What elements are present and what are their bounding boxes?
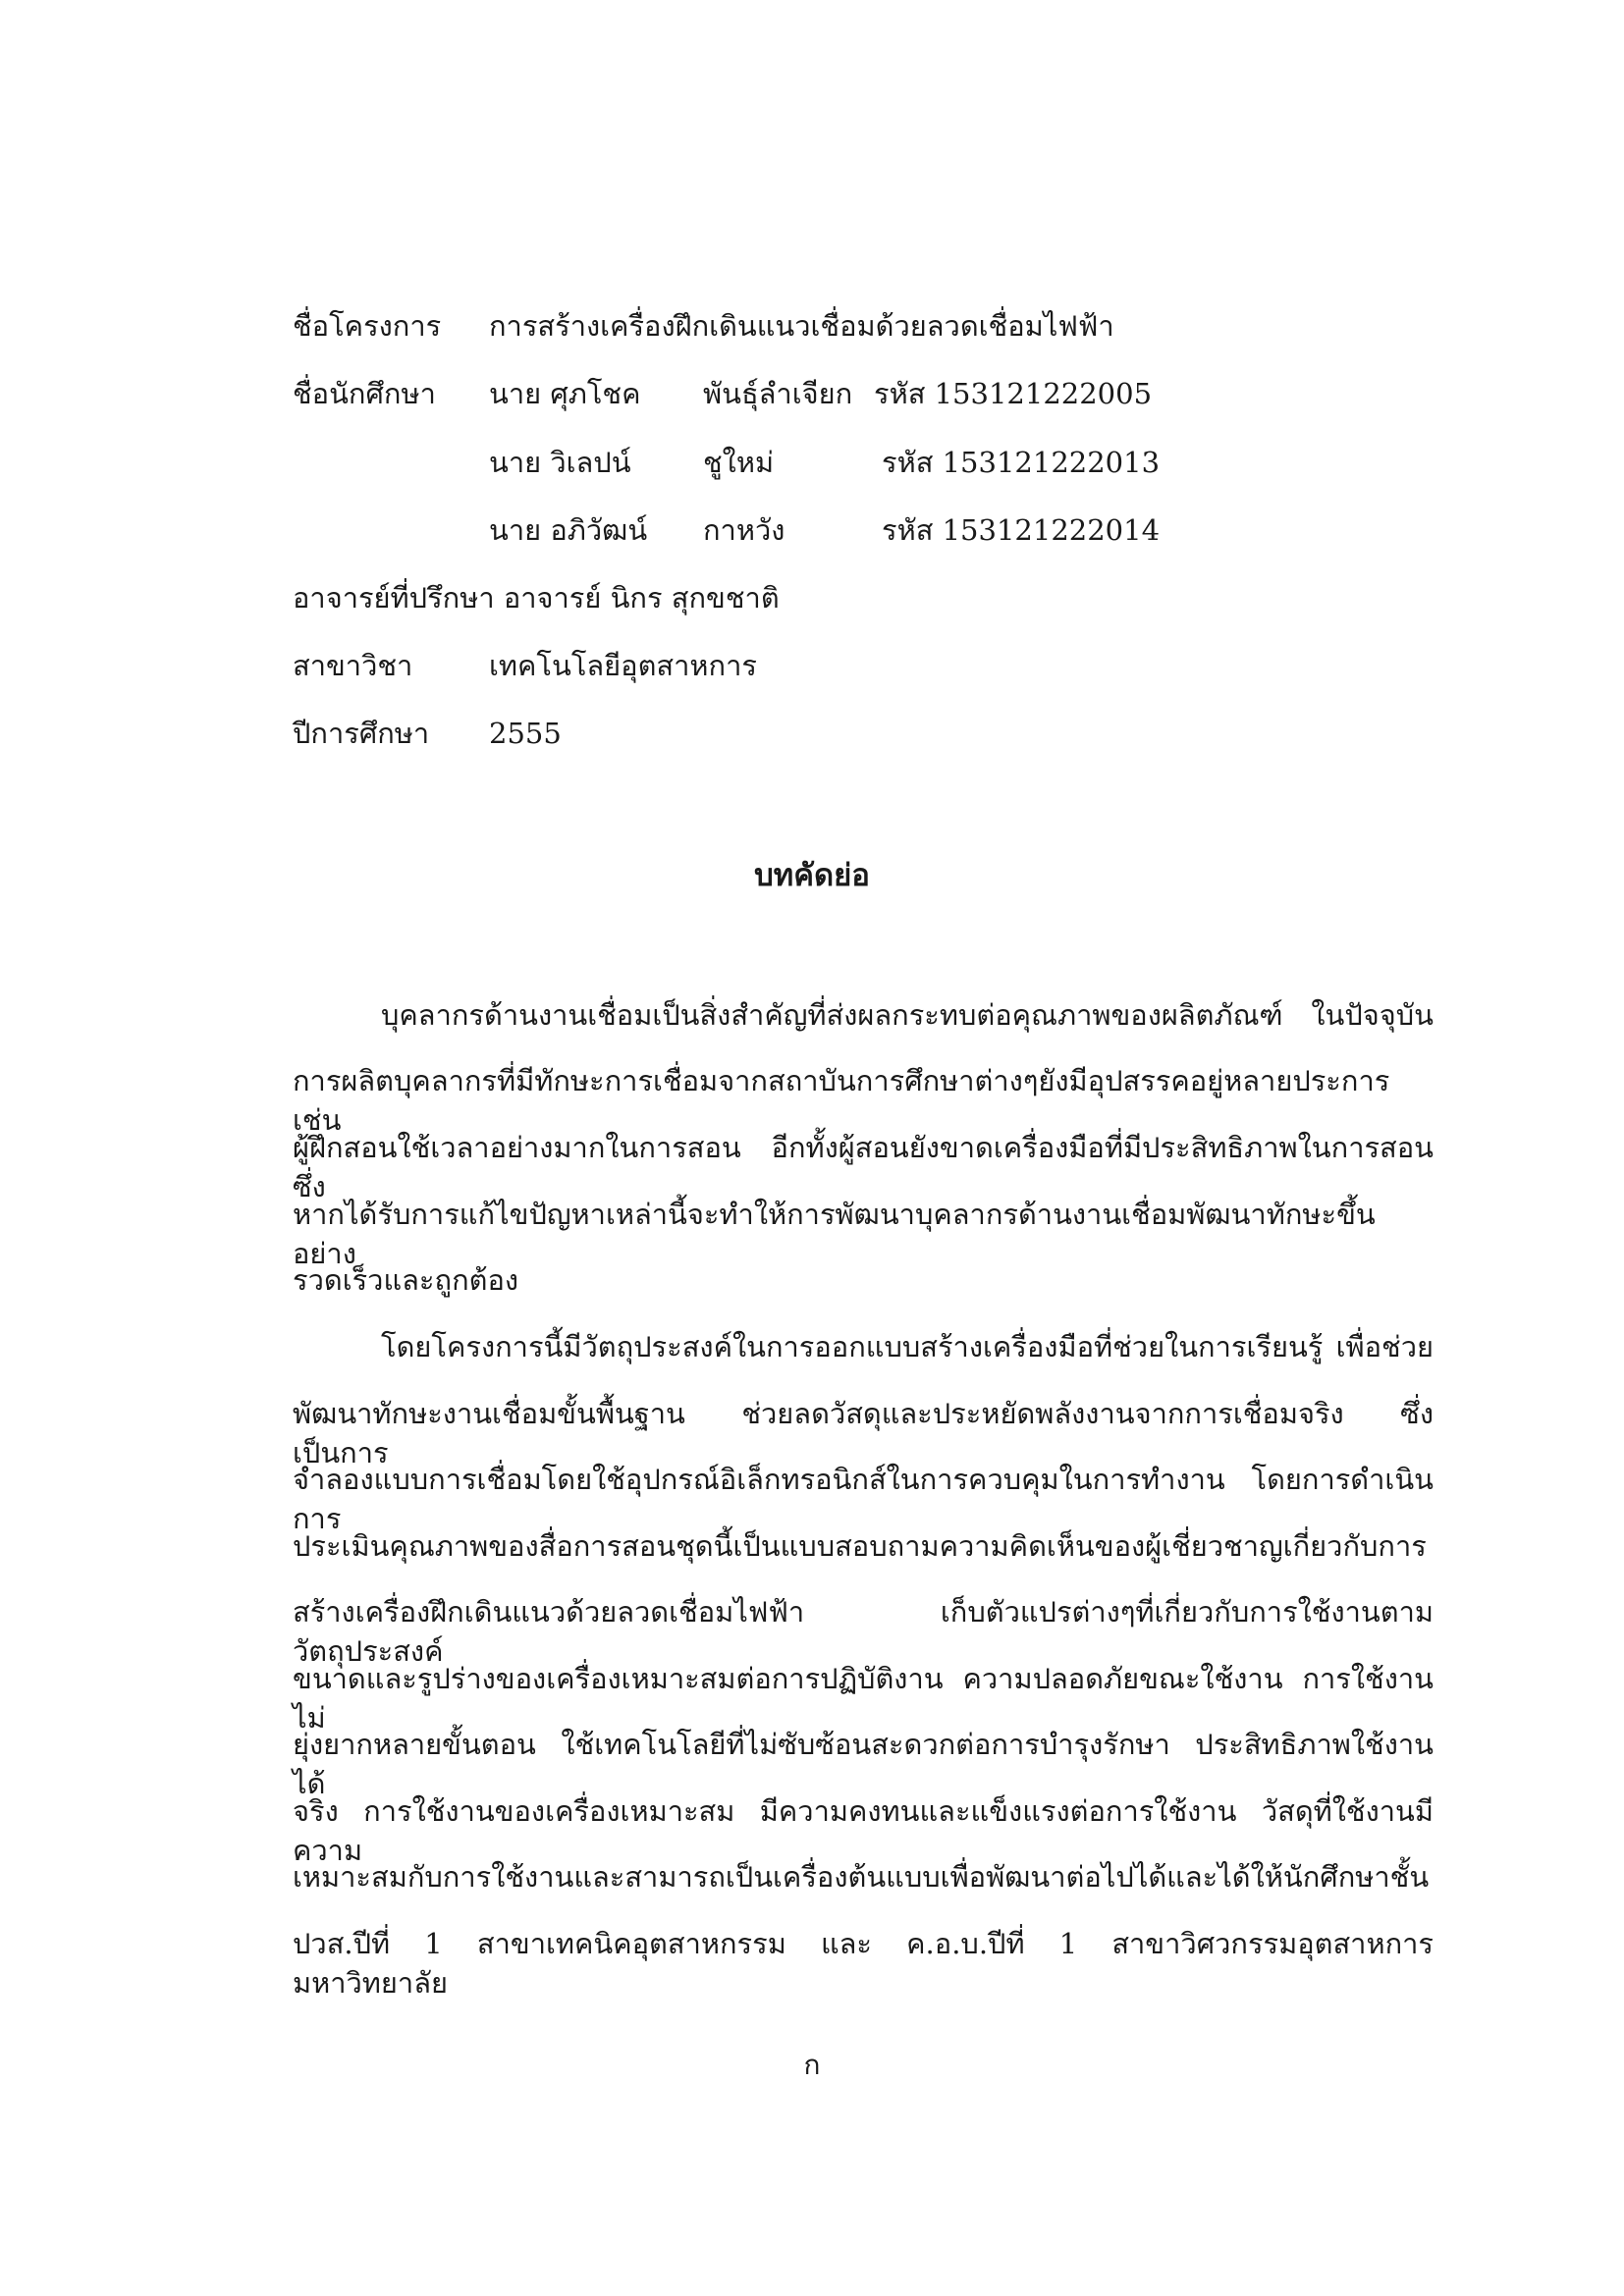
paragraph-line: หากได้รับการแก้ไขปัญหาเหล่านี้จะทำให้การพัฒนาบุคลากรด้านงานเชื่อมพัฒนาทักษะขึ้นอย่าง	[293, 1198, 1376, 1270]
paragraph-line: สร้างเครื่องฝึกเดินแนวด้วยลวดเชื่อมไฟฟ้า เก็บตัวแปรต่างๆที่เกี่ยวกับการใช้งานตามวัตถุประสงค์	[293, 1595, 1434, 1668]
major-value: เทคโนโลยีอุตสาหการ	[489, 649, 757, 682]
paragraph-line: บุคลากรด้านงานเชื่อมเป็นสิ่งสำคัญที่ส่งผลกระทบต่อคุณภาพของผลิตภัณฑ์ ในปัจจุบัน	[381, 998, 1434, 1032]
paragraph-line: รวดเร็วและถูกต้อง	[293, 1263, 519, 1297]
paragraph-line: พัฒนาทักษะงานเชื่อมขั้นพื้นฐาน ช่วยลดวัสดุและประหยัดพลังงานจากการเชื่อมจริง ซึ่งเป็นการ	[293, 1397, 1434, 1469]
page-number: ก	[803, 2049, 821, 2081]
paragraph-line: ปวส.ปีที่ 1 สาขาเทคนิคอุตสาหกรรม และ ค.อ.บ.ปีที่ 1 สาขาวิศวกรรมอุตสาหการ มหาวิทยาลัย	[293, 1927, 1434, 2000]
student-code: รหัส 153121222005	[874, 377, 1153, 410]
student-code: รหัส 153121222014	[882, 513, 1161, 547]
student-surname: ชูใหม่	[703, 446, 775, 479]
abstract-title: บทคัดย่อ	[754, 858, 870, 893]
paragraph-line: ประเมินคุณภาพของสื่อการสอนชุดนี้เป็นแบบสอบถามความคิดเห็นของผู้เชี่ยวชาญเกี่ยวกับการ	[293, 1529, 1427, 1563]
paragraph-line: โดยโครงการนี้มีวัตถุประสงค์ในการออกแบบสร้างเครื่องมือที่ช่วยในการเรียนรู้ เพื่อช่วย	[381, 1330, 1434, 1363]
advisor-text: อาจารย์ที่ปรึกษา อาจารย์ นิกร สุกขชาติ	[293, 581, 780, 614]
student-surname: พันธุ์ลำเจียก	[703, 377, 853, 410]
paragraph-line: เหมาะสมกับการใช้งานและสามารถเป็นเครื่องต้นแบบเพื่อพัฒนาต่อไปได้และได้ให้นักศึกษาชั้น	[293, 1860, 1430, 1894]
project-label: ชื่อโครงการ	[293, 309, 442, 343]
student-code: รหัส 153121222013	[882, 446, 1161, 479]
student-name: นาย อภิวัฒน์	[489, 513, 648, 547]
paragraph-line: จำลองแบบการเชื่อมโดยใช้อุปกรณ์อิเล็กทรอนิกส์ในการควบคุมในการทำงาน โดยการดำเนินการ	[293, 1463, 1434, 1535]
student-name: นาย วิเลปน์	[489, 446, 631, 479]
paragraph-line: ขนาดและรูปร่างของเครื่องเหมาะสมต่อการปฏิบัติงาน ความปลอดภัยขณะใช้งาน การใช้งานไม่	[293, 1662, 1434, 1735]
paragraph-line: จริง การใช้งานของเครื่องเหมาะสม มีความคงทนและแข็งแรงต่อการใช้งาน วัสดุที่ใช้งานมีความ	[293, 1794, 1434, 1867]
paragraph-line: ยุ่งยากหลายขั้นตอน ใช้เทคโนโลยีที่ไม่ซับซ้อนสะดวกต่อการบำรุงรักษา ประสิทธิภาพใช้งานได้	[293, 1728, 1434, 1800]
paragraph-line: การผลิตบุคลากรที่มีทักษะการเชื่อมจากสถาบันการศึกษาต่างๆยังมีอุปสรรคอยู่หลายประการ เช่น	[293, 1064, 1390, 1137]
paragraph-line: ผู้ฝึกสอนใช้เวลาอย่างมากในการสอน อีกทั้งผู้สอนยังขาดเครื่องมือที่มีประสิทธิภาพในการสอน ซึ่ง	[293, 1131, 1434, 1203]
student-surname: กาหวัง	[703, 513, 785, 547]
project-title: การสร้างเครื่องฝึกเดินแนวเชื่อมด้วยลวดเชื่อมไฟฟ้า	[489, 309, 1114, 343]
year-label: ปีการศึกษา	[293, 717, 430, 750]
student-name: นาย ศุภโชค	[489, 377, 641, 410]
major-label: สาขาวิชา	[293, 649, 413, 682]
year-value: 2555	[489, 717, 562, 750]
students-label: ชื่อนักศึกษา	[293, 377, 436, 410]
